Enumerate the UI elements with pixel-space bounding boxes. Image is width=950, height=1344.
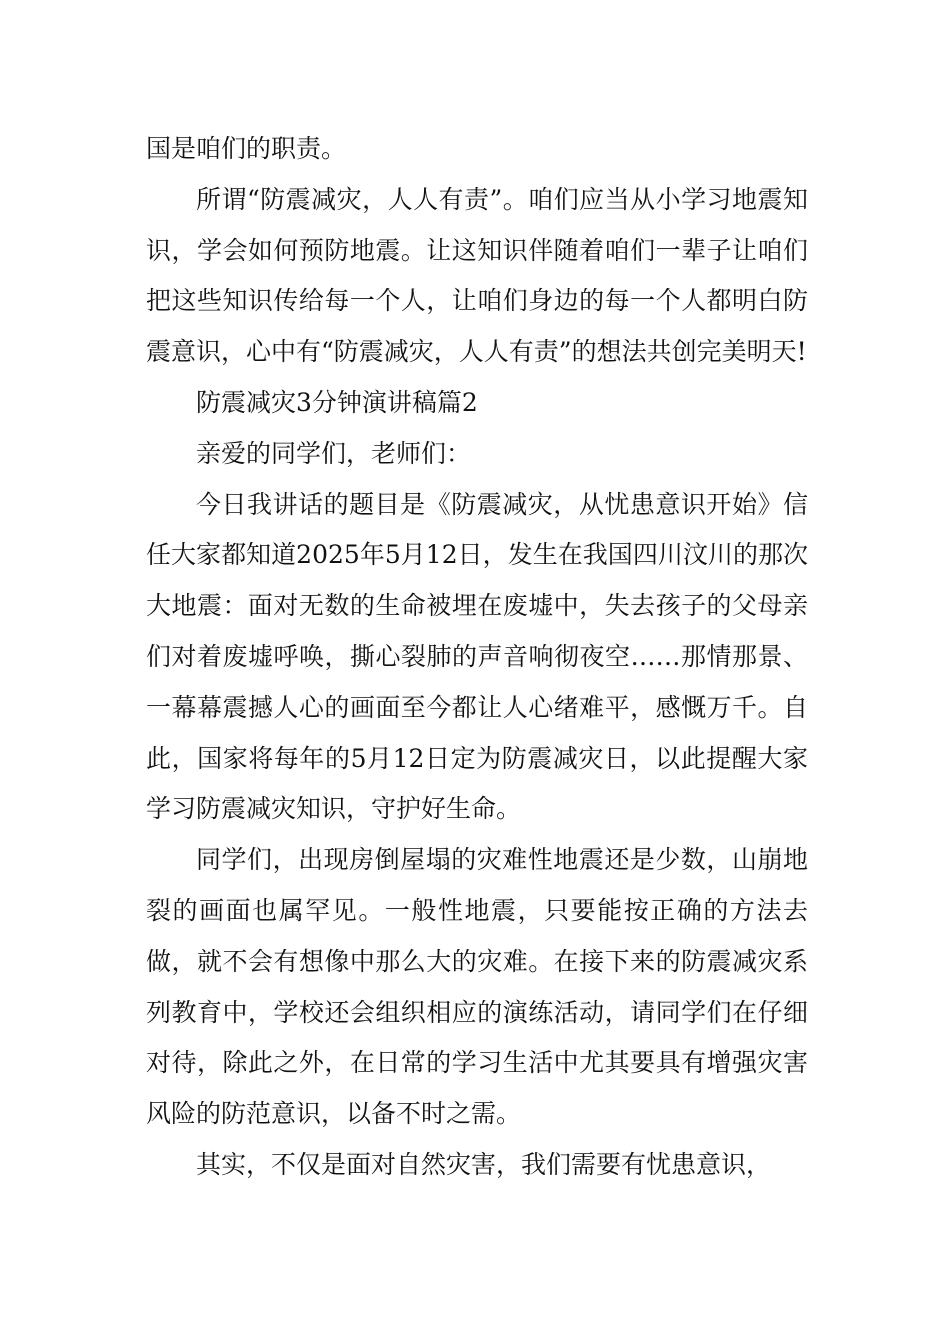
salutation: 亲爱的同学们，老师们： xyxy=(196,438,472,468)
paragraph-2: 所谓“防震减灾，人人有责”。咱们应当从小学习地震知识，学会如何预防地震。让这知识伴随着咱们一辈子让咱们把这些知识传给每一个人，让咱们身边的每一个人都明白防震意识，心中有“防震减灾，人人有责”的想法共创完美明天! xyxy=(146,184,808,367)
paragraph-4: 同学们，出现房倒屋塌的灾难性地震还是少数，山崩地裂的画面也属罕见。一般性地震，只要能按正确的方法去做，就不会有想像中那么大的灾难。在接下来的防震减灾系列教育中，学校还会组织相应的演练活动，请同学们在仔细对待，除此之外，在日常的学习生活中尤其要具有增强灾害风险的防范意识，以备不时之需。 xyxy=(146,845,808,1129)
section-heading: 防震减灾3分钟演讲稿篇2 xyxy=(196,387,478,417)
paragraph-3: 今日我讲话的题目是《防震减灾，从忧患意识开始》信任大家都知道2025年5月12日，发生在我国四川汶川的那次大地震：面对无数的生命被埋在废墟中，失去孩子的父母亲们对着废墟呼唤，撕心裂肺的声音响彻夜空……那情那景、一幕幕震撼人心的画面至今都让人心绪难平，感慨万千。自此，国家将每年的5月12日定为防震减灾日，以此提醒大家学习防震减灾知识，守护好生命。 xyxy=(146,489,808,824)
paragraph-5: 其实，不仅是面对自然灾害，我们需要有忧患意识， xyxy=(196,1149,772,1179)
document-body xyxy=(146,124,808,1191)
paragraph-1: 国是咱们的职责。 xyxy=(146,134,347,163)
